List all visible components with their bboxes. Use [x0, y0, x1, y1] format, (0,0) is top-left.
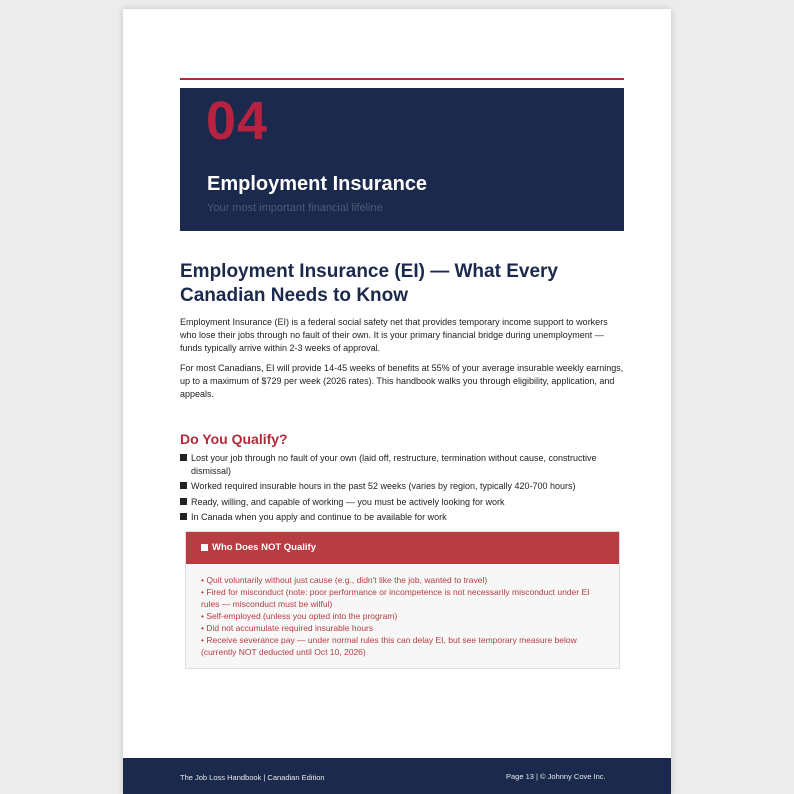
section-heading-line-1: Employment Insurance (EI) — What Every — [180, 261, 558, 282]
callout-title: Who Does NOT Qualify — [212, 542, 316, 553]
not-qualify-callout — [185, 531, 620, 669]
list-item-text: In Canada when you apply and continue to be available for work — [191, 512, 447, 522]
callout-item: • Fired for misconduct (note: poor performance or incompetence is not necessarily misconduct under EI rules — misconduct must be wilful) — [201, 586, 590, 609]
document-page — [123, 9, 671, 794]
callout-item: • Receive severance pay — under normal rules this can delay EI, but see temporary measure below (currently NOT deducted until Oct 10, 2026) — [201, 634, 577, 657]
footer-right-text: Page 13 | © Johnny Cove Inc. — [506, 772, 606, 781]
callout-header — [186, 532, 619, 564]
list-item-text: Lost your job through no fault of your own (laid off, restructure, termination without cause, constructive dismissal) — [191, 453, 597, 476]
callout-item: • Did not accumulate required insurable hours — [201, 622, 374, 633]
square-bullet-icon — [180, 482, 187, 489]
list-item — [180, 496, 624, 509]
square-bullet-icon — [180, 513, 187, 520]
page-content — [180, 260, 624, 669]
section-heading-line-2: Canadian Needs to Know — [180, 285, 409, 306]
top-rule — [180, 78, 624, 80]
list-item-text: Ready, willing, and capable of working — you must be actively looking for work — [191, 496, 505, 507]
benefits-paragraph: For most Canadians, EI will provide 14-45 weeks of benefits at 55% of your average insurable weekly earnings, up to a maximum of $729 per week (2026 rates). This handbook walks you through eligibility, application, and appeals. — [180, 363, 624, 399]
square-bullet-icon — [180, 498, 187, 505]
list-item-text: Worked required insurable hours in the past 52 weeks (varies by region, typically 420-700 hours) — [191, 481, 576, 491]
callout-body — [186, 564, 619, 668]
callout-item: • Self-employed (unless you opted into the program) — [201, 610, 398, 621]
list-item — [180, 452, 624, 477]
intro-paragraph: Employment Insurance (EI) is a federal social safety net that provides temporary income support to workers who lose their jobs through no fault of their own. It is your primary financial bridge during unemployment — funds typically arrive within 2-3 weeks of approval. — [180, 317, 608, 353]
chapter-title: Employment Insurance — [207, 173, 428, 195]
chapter-banner — [180, 88, 624, 231]
footer-left-text: The Job Loss Handbook | Canadian Edition — [180, 773, 325, 782]
square-bullet-icon — [180, 454, 187, 461]
page-footer — [123, 758, 671, 794]
qualify-list — [180, 452, 624, 524]
square-bullet-icon — [201, 544, 208, 551]
qualify-heading: Do You Qualify? — [180, 431, 288, 447]
list-item — [180, 511, 624, 524]
section-heading — [180, 260, 624, 308]
chapter-subtitle: Your most important financial lifeline — [207, 202, 383, 214]
callout-item: • Quit voluntarily without just cause (e.g., didn't like the job, wanted to travel) — [201, 574, 488, 585]
chapter-number: 04 — [206, 91, 269, 151]
list-item — [180, 480, 624, 493]
